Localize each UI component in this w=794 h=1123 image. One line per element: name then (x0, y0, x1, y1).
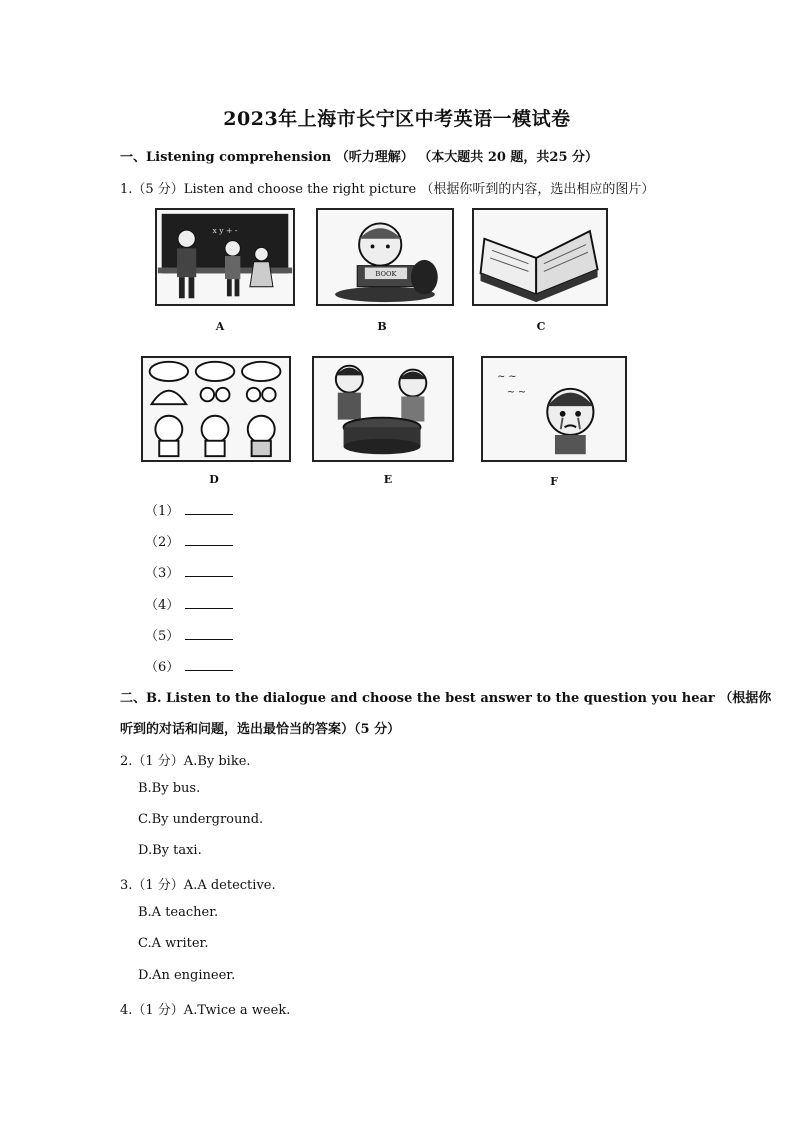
picture-c (472, 208, 608, 306)
section2-heading-line1: 二、B. Listen to the dialogue and choose the best answer to the question you hear （根据你 (120, 691, 772, 706)
answer-blank[interactable] (185, 660, 233, 671)
answer-number: （2） (145, 535, 180, 550)
picture-f (481, 356, 627, 462)
question-2-option-d: D.By taxi. (138, 843, 202, 858)
answer-row (145, 500, 233, 519)
question-2: 2.（1 分）A.By bike. (120, 754, 251, 769)
question-2-option-b: B.By bus. (138, 781, 201, 796)
answer-row (145, 562, 233, 581)
question-4: 4.（1 分）A.Twice a week. (120, 1003, 291, 1018)
section1-heading: 一、Listening comprehension （听力理解） （本大题共 20 题，共25 分） (120, 150, 599, 165)
question-3: 3.（1 分）A.A detective. (120, 878, 276, 893)
picture-e (312, 356, 454, 462)
answer-row (145, 656, 233, 675)
picture-label-b: B (377, 320, 387, 333)
answer-number: （5） (145, 629, 180, 644)
svg-text:~ ~: ~ ~ (506, 386, 527, 398)
svg-text:~ ~: ~ ~ (497, 371, 517, 383)
answer-blank[interactable] (185, 504, 233, 515)
answer-number: （6） (145, 660, 180, 675)
page-title: 2023年上海市长宁区中考英语一模试卷 (223, 108, 571, 130)
picture-d (141, 356, 291, 462)
answer-blank[interactable] (185, 629, 233, 640)
picture-b (316, 208, 454, 306)
answer-number: （1） (145, 504, 180, 519)
section2-heading-line2: 听到的对话和问题，选出最恰当的答案）（5 分） (120, 722, 401, 737)
answer-number: （4） (145, 598, 180, 613)
picture-a (155, 208, 295, 306)
answer-blank[interactable] (185, 598, 233, 609)
answer-blank[interactable] (185, 566, 233, 577)
question-3-option-b: B.A teacher. (138, 905, 219, 920)
answer-row (145, 594, 233, 613)
answer-row (145, 625, 233, 644)
question-2-option-c: C.By underground. (138, 812, 264, 827)
answer-blank[interactable] (185, 535, 233, 546)
question-1: 1.（5 分）Listen and choose the right picture （根据你听到的内容，选出相应的图片） (120, 182, 655, 197)
picture-label-a: A (215, 320, 225, 333)
picture-label-e: E (383, 473, 393, 486)
picture-label-d: D (209, 473, 219, 486)
svg-text:BOOK: BOOK (375, 270, 397, 279)
picture-label-c: C (536, 320, 546, 333)
svg-text:x y + -: x y + - (212, 226, 238, 236)
picture-label-f: F (550, 475, 558, 488)
question-3-option-c: C.A writer. (138, 936, 209, 951)
answer-row (145, 531, 233, 550)
answer-number: （3） (145, 566, 180, 581)
question-3-option-d: D.An engineer. (138, 968, 236, 983)
